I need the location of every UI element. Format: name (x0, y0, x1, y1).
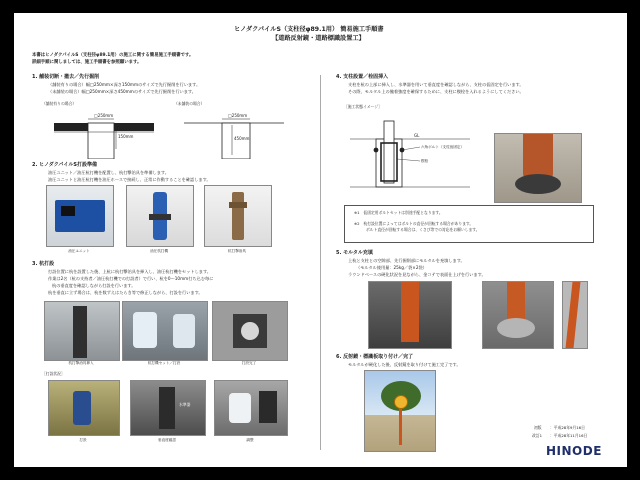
section-5-line-3: ラウンドベースの硬化状況を見ながら、金コテで表面仕上げを行います。 (348, 272, 486, 277)
caption-set-driver: 杭打機セット／打設 (147, 361, 181, 365)
document-subtitle: 【道路反射鏡・道路標識設置工】 (272, 35, 365, 42)
section-1-line-2: （未舗装の場合）幅□250mm×深さ450mmのサイズで先行掘削を行います。 (48, 89, 196, 94)
fig-right-label: （未舗装の場合） (174, 101, 205, 106)
caption-hydraulic-pile-driver: 油圧杭打機 (150, 249, 168, 253)
caption-hydraulic-unit: 油圧ユニット (68, 249, 90, 253)
document-title: ヒノダクパイルS（支柱径φ89.1用） 簡易施工手順書 (234, 26, 384, 33)
section-3-line-3: 杭の垂直度を確認しながら打設を行います。 (52, 283, 136, 288)
wedge-label: 楔栓 (421, 159, 429, 163)
photo-mortar-fill-2 (482, 281, 554, 349)
section-5-line-2: （モルタル使用量：25kg／袋×2袋） (356, 265, 427, 270)
driving-status-label: ［打設状況］ (42, 371, 65, 376)
section-1-title: 1. 舗装切断・撤去／先行掘削 (32, 74, 100, 80)
caption-insert-jig: 杭打撃治具挿入 (68, 361, 94, 365)
edition-label: 初版 (534, 425, 542, 430)
section-6-line-1: モルタルが硬化した後、反射鏡を取り付けて施工完了です。 (348, 362, 461, 367)
photo-mortar-fill-1 (368, 281, 452, 349)
gl-label: GL (414, 133, 420, 138)
photo-mortar-fill-3 (562, 281, 588, 349)
section-1-line-1: （舗装有りの場合）幅□250mm×深さ150mmのサイズで先行掘削を行います。 (48, 82, 201, 87)
intro-line-2: 詳細手順に関しましては、施工手順書を参照願います。 (32, 60, 142, 65)
caption-adjustment: 調整 (246, 438, 254, 442)
excavation-diagram-paved (54, 105, 154, 159)
section-4-title: 4. 支柱設置／栓固挿入 (336, 74, 389, 80)
photo-pile-striking-jig (204, 185, 272, 247)
spirit-level-label: 水準器 (179, 402, 191, 407)
note-2-cont: ボルト直径が回転する場合は、くさび等での対応をお願いします。 (366, 227, 480, 232)
section-4-line-1: 支柱を杭の上部に挿入し、水準器を用いて垂直度を確認しながら、支柱の仮固定を行います。 (348, 82, 524, 87)
section-3-line-1: 打設位置に杭を設置した後、上杭に杭打撃治具を挿入し、油圧杭打機をセットします。 (48, 269, 211, 274)
section-6-title: 6. 反射鏡・標識板取り付け／完了 (336, 354, 414, 360)
section-5-line-1: 上杭と支柱との空隙部、先行掘削部にモルタルを充填します。 (348, 258, 465, 263)
section-3-line-2: 作業は2名（杭の支持者／油圧杭打機での打設者）で行い、杭を0〜10mm打ち込む毎に (48, 276, 214, 281)
section-4-line-2: その際、モルタル上の撤着強度を確保するために、支柱に楔栓を入れるようにしてください。 (348, 89, 524, 94)
note-1: ※1 仮固定用ボルトセットは別途手配となります。 (354, 210, 443, 215)
photo-adjustment (214, 380, 288, 436)
revision-label: 改訂1 (532, 433, 543, 438)
section-3-line-4: 杭を垂直に立ず場合は、杭を数ずえはたらき等で修正しながら、打設を行います。 (48, 290, 203, 295)
column-divider (320, 75, 321, 450)
photo-verticality-check (130, 380, 206, 436)
document-page (14, 13, 627, 467)
photo-hydraulic-unit (46, 185, 114, 247)
section-3-title: 3. 杭打設 (32, 261, 55, 267)
note-2: ※2 杭打設位置によってはボルトの直径が回転する場合があります。 (354, 221, 474, 226)
caption-driving: 打設 (79, 438, 87, 442)
caption-driving-complete: 打設完了 (241, 361, 257, 365)
dim-left-w: □250mm (94, 113, 114, 118)
photo-insert-jig (44, 301, 120, 361)
caption-verticality-check: 垂直度確認 (158, 438, 176, 442)
caption-pile-striking-jig: 杭打撃治具 (228, 249, 246, 253)
photo-pole-fixed (494, 133, 582, 203)
dim-right-w: □250mm (228, 113, 248, 118)
excavation-diagram-unpaved (184, 105, 284, 159)
photo-hydraulic-pile-driver (126, 185, 194, 247)
section-2-title: 2. ヒノダクパイルS打設準備 (32, 162, 98, 168)
dim-right-d: 450mm (234, 136, 250, 141)
photo-set-driver (122, 301, 208, 361)
company-logo: HINODE (546, 444, 602, 458)
revision-date: ：平成28年11月16日 (550, 433, 588, 438)
section-5-title: 5. モルタル充填 (336, 250, 373, 256)
photo-driving (48, 380, 120, 436)
section-2-line-2: 油圧ユニットと油圧杭打機を油圧ホースで接続し、正常に作動することを確認します。 (48, 177, 211, 182)
dim-left-d: 150mm (118, 134, 134, 139)
fig-left-label: （舗装有りの場合） (42, 101, 77, 106)
section-2-line-1: 油圧ユニット／油圧杭打機を配置し、杭打撃治具を準備します。 (48, 170, 169, 175)
photo-driving-complete (212, 301, 288, 361)
photo-complete-mirror (364, 370, 436, 452)
construction-image-label: ［施工状態イメージ］ (344, 104, 382, 109)
pole-installation-diagram (350, 117, 470, 199)
edition-date: ：平成28年9月16日 (550, 425, 585, 430)
bolt-label: 六角ボルト（支柱仮固定） (421, 145, 465, 149)
intro-line-1: 本書はヒノダクパイルS（支柱径φ89.1用）の施工に関する簡易施工手順書です。 (32, 53, 194, 58)
